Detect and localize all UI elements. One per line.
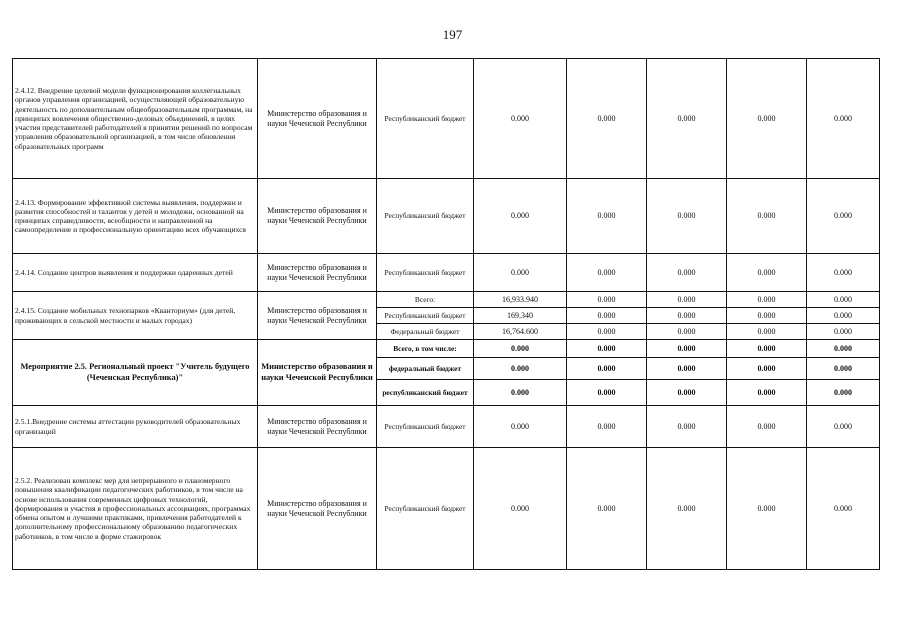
funding-value: 0.000 bbox=[727, 324, 807, 340]
funding-source: Республиканский бюджет bbox=[377, 308, 474, 324]
funding-value: 0.000 bbox=[727, 358, 807, 380]
funding-value: 0.000 bbox=[474, 254, 567, 292]
funding-value: 0.000 bbox=[727, 380, 807, 406]
table-row bbox=[13, 448, 880, 570]
funding-value: 0.000 bbox=[807, 292, 880, 308]
funding-value: 0.000 bbox=[567, 292, 647, 308]
activity-description: 2.5.1.Внедрение системы аттестации руководителей образовательных организаций bbox=[13, 406, 258, 448]
funding-source: Всего, в том числе: bbox=[377, 340, 474, 358]
funding-value: 0.000 bbox=[474, 380, 567, 406]
funding-value: 0.000 bbox=[647, 380, 727, 406]
activity-description: 2.4.13. Формирование эффективной системы выявления, поддержки и развития способностей и талантов у детей и молодежи, основанной на принципах справедливости, всеобщности и направленной на самоопределение и профессиональную ориентацию всех обучающихся bbox=[13, 179, 258, 254]
funding-value: 0.000 bbox=[474, 448, 567, 570]
funding-value: 0.000 bbox=[807, 308, 880, 324]
funding-source: Всего: bbox=[377, 292, 474, 308]
funding-value: 0.000 bbox=[807, 324, 880, 340]
table-row bbox=[13, 59, 880, 179]
funding-value: 0.000 bbox=[567, 358, 647, 380]
funding-value: 0.000 bbox=[727, 340, 807, 358]
funding-source: республиканский бюджет bbox=[377, 380, 474, 406]
responsible-organization: Министерство образования и науки Чеченской Республики bbox=[258, 179, 377, 254]
funding-value: 0.000 bbox=[567, 179, 647, 254]
funding-value: 0.000 bbox=[727, 59, 807, 179]
funding-value: 0.000 bbox=[474, 59, 567, 179]
funding-value: 0.000 bbox=[474, 340, 567, 358]
funding-value: 0.000 bbox=[567, 254, 647, 292]
activity-description: 2.4.12. Внедрение целевой модели функционирования коллегиальных органов управления организацией, осуществляющей образовательную деятельность по дополнительным общеобразовательным программам, на принципах вовлечения общественно-деловых объединений, в целях участия представителей работодателей в принятии решений по вопросам управления образовательной организацией, в том числе обновления образовательных программ bbox=[13, 59, 258, 179]
funding-source: федеральный бюджет bbox=[377, 358, 474, 380]
page-number: 197 bbox=[442, 27, 463, 42]
table-row bbox=[13, 406, 880, 448]
responsible-organization: Министерство образования и науки Чеченской Республики bbox=[258, 340, 377, 406]
funding-value: 0.000 bbox=[727, 308, 807, 324]
funding-value: 0.000 bbox=[474, 406, 567, 448]
funding-value: 0.000 bbox=[727, 292, 807, 308]
funding-value: 0.000 bbox=[474, 179, 567, 254]
funding-value: 0.000 bbox=[647, 292, 727, 308]
funding-value: 0.000 bbox=[807, 179, 880, 254]
funding-value: 0.000 bbox=[727, 448, 807, 570]
responsible-organization: Министерство образования и науки Чеченской Республики bbox=[258, 448, 377, 570]
responsible-organization: Министерство образования и науки Чеченской Республики bbox=[258, 292, 377, 340]
funding-value: 0.000 bbox=[474, 358, 567, 380]
funding-value: 0.000 bbox=[567, 308, 647, 324]
funding-value: 0.000 bbox=[647, 324, 727, 340]
activity-description: 2.4.14. Создание центров выявления и поддержки одаренных детей bbox=[13, 254, 258, 292]
funding-value: 0.000 bbox=[727, 179, 807, 254]
funding-source: Республиканский бюджет bbox=[377, 448, 474, 570]
funding-value: 0.000 bbox=[567, 406, 647, 448]
responsible-organization: Министерство образования и науки Чеченской Республики bbox=[258, 59, 377, 179]
funding-value: 0.000 bbox=[807, 380, 880, 406]
funding-source: Федеральный бюджет bbox=[377, 324, 474, 340]
funding-source: Республиканский бюджет bbox=[377, 406, 474, 448]
funding-value: 0.000 bbox=[647, 448, 727, 570]
table-row bbox=[13, 292, 880, 308]
budget-table bbox=[12, 58, 880, 570]
funding-value: 0.000 bbox=[567, 59, 647, 179]
funding-value: 0.000 bbox=[807, 254, 880, 292]
funding-value: 0.000 bbox=[567, 448, 647, 570]
responsible-organization: Министерство образования и науки Чеченской Республики bbox=[258, 254, 377, 292]
funding-value: 16,764.600 bbox=[474, 324, 567, 340]
table-row bbox=[13, 179, 880, 254]
funding-value: 0.000 bbox=[727, 254, 807, 292]
funding-value: 0.000 bbox=[647, 406, 727, 448]
activity-description: 2.4.15. Создание мобильных технопарков «Кванториум» (для детей, проживающих в сельской местности и малых городах) bbox=[13, 292, 258, 340]
funding-value: 16,933.940 bbox=[474, 292, 567, 308]
funding-value: 0.000 bbox=[647, 358, 727, 380]
funding-value: 0.000 bbox=[647, 340, 727, 358]
funding-value: 169.340 bbox=[474, 308, 567, 324]
funding-value: 0.000 bbox=[807, 340, 880, 358]
activity-description: Мероприятие 2.5. Региональный проект "Учитель будущего (Чеченская Республика)" bbox=[13, 340, 258, 406]
funding-value: 0.000 bbox=[647, 308, 727, 324]
activity-description: 2.5.2. Реализован комплекс мер для непрерывного и планомерного повышения квалификации педагогических работников, в том числе на основе использования современных цифровых технологий, формирования и участия в профессиональных ассоциациях, программах обмена опытом и лучшими практиками, привлечения работодателей к дополнительному профессиональному образованию педагогических работников, в том числе в форме стажировок bbox=[13, 448, 258, 570]
table-row bbox=[13, 340, 880, 358]
funding-source: Республиканский бюджет bbox=[377, 254, 474, 292]
funding-value: 0.000 bbox=[567, 340, 647, 358]
funding-value: 0.000 bbox=[567, 380, 647, 406]
responsible-organization: Министерство образования и науки Чеченской Республики bbox=[258, 406, 377, 448]
funding-value: 0.000 bbox=[807, 358, 880, 380]
table-row bbox=[13, 254, 880, 292]
funding-value: 0.000 bbox=[647, 59, 727, 179]
funding-value: 0.000 bbox=[807, 406, 880, 448]
funding-value: 0.000 bbox=[807, 59, 880, 179]
funding-value: 0.000 bbox=[567, 324, 647, 340]
funding-value: 0.000 bbox=[647, 254, 727, 292]
funding-value: 0.000 bbox=[727, 406, 807, 448]
funding-source: Республиканский бюджет bbox=[377, 59, 474, 179]
funding-value: 0.000 bbox=[647, 179, 727, 254]
funding-value: 0.000 bbox=[807, 448, 880, 570]
funding-source: Республиканский бюджет bbox=[377, 179, 474, 254]
